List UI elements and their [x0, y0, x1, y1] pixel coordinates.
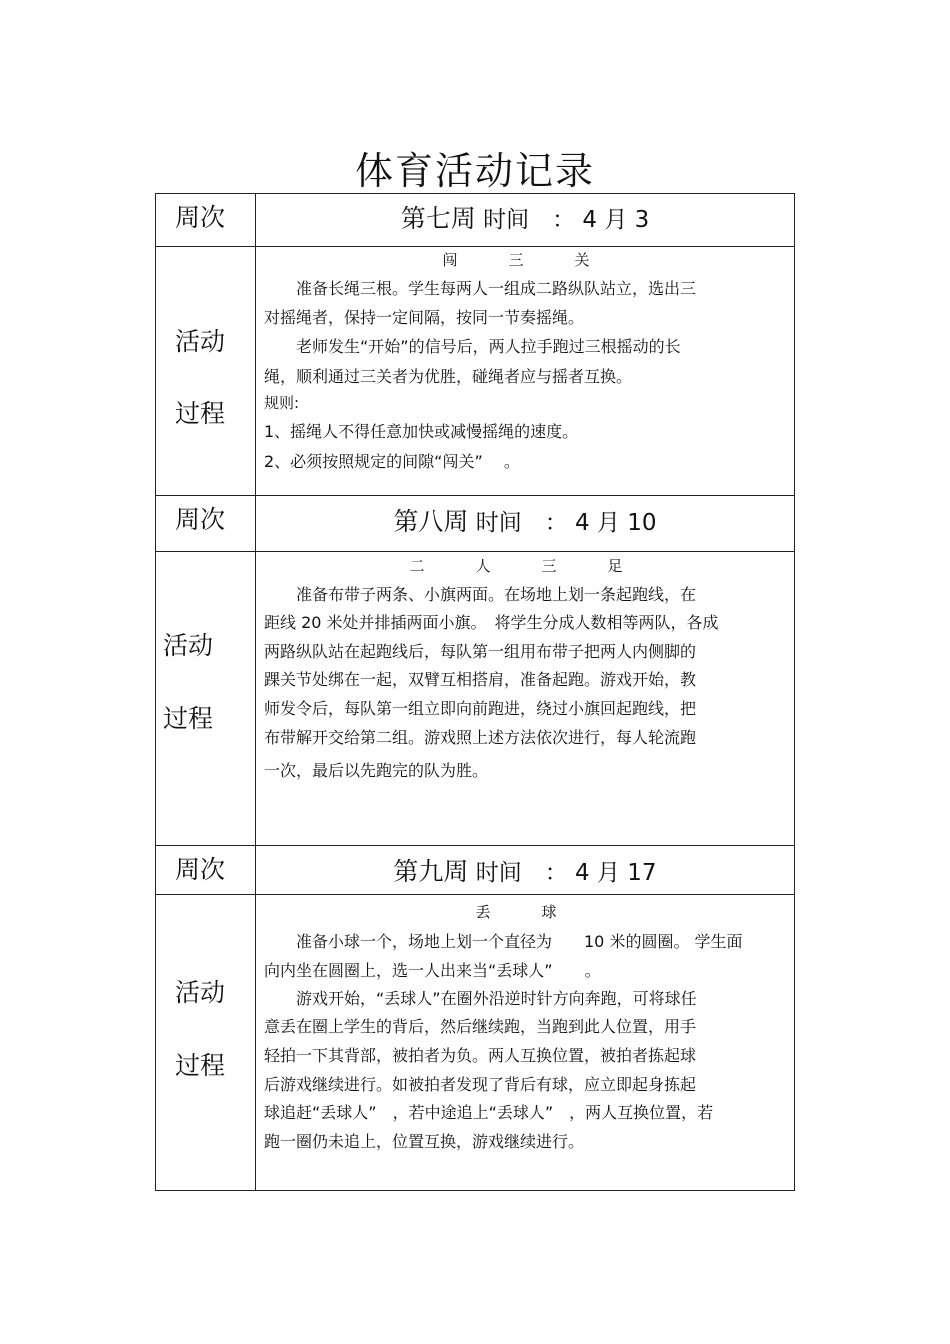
activity-line: 老师发生“开始”的信号后，两人拉手跑过三根摇动的长	[264, 337, 681, 356]
activity-title: 丢 球	[475, 903, 575, 921]
column-divider	[255, 193, 256, 1191]
activity-line: 2、必须按照规定的间隙“闯关” 。	[264, 452, 520, 471]
activity-line: 踝关节处绑在一起，双臂互相搭肩，准备起跑。游戏开始，教	[264, 670, 697, 689]
time-label: 时间 ：	[475, 510, 568, 536]
activity-label: 活动	[163, 631, 214, 660]
activity-line: 准备长绳三根。学生每两人一组成二路纵队站立，选出三	[264, 279, 697, 298]
activity-line: 绳，顺利通过三关者为优胜，碰绳者应与摇者互换。	[264, 367, 633, 386]
row-divider	[155, 894, 795, 895]
row-divider	[155, 246, 795, 247]
week-header	[256, 852, 794, 888]
process-label: 过程	[175, 399, 226, 428]
activity-line: 准备布带子两条、小旗两面。在场地上划一条起跑线，在	[264, 585, 697, 604]
activity-line: 准备小球一个，场地上划一个直径为 10 米的圆圈。 学生面	[264, 932, 743, 951]
week-name: 第九周	[393, 857, 469, 886]
week-header	[256, 502, 794, 538]
process-label: 过程	[163, 704, 214, 733]
week-date: 4 月 3	[582, 207, 650, 233]
week-date: 4 月 17	[575, 860, 657, 886]
activity-line: 规则:	[264, 394, 300, 412]
week-label: 周次	[175, 855, 226, 884]
activity-line: 意丢在圈上学生的背后，然后继续跑，当跑到此人位置，用手	[264, 1017, 697, 1036]
activity-line: 后游戏继续进行。如被拍者发现了背后有球，应立即起身拣起	[264, 1075, 697, 1094]
week-label: 周次	[175, 505, 226, 534]
process-label: 过程	[175, 1051, 226, 1080]
activity-line: 师发令后，每队第一组立即向前跑进，绕过小旗回起跑线，把	[264, 699, 697, 718]
row-divider	[155, 551, 795, 552]
page-title: 体育活动记录	[354, 149, 595, 193]
activity-line: 跑一圈仍未追上，位置互换，游戏继续进行。	[264, 1132, 585, 1151]
activity-line: 两路纵队站在起跑线后，每队第一组用布带子把两人内侧脚的	[264, 642, 697, 661]
activity-line: 球追赶“丢球人” ，若中途追上“丢球人” ，两人互换位置，若	[264, 1103, 714, 1122]
activity-line: 距线 20 米处并排插两面小旗。 将学生分成人数相等两队，各成	[264, 613, 719, 632]
row-divider	[155, 495, 795, 496]
activity-label: 活动	[175, 978, 226, 1007]
activity-line: 游戏开始，“丢球人”在圈外沿逆时针方向奔跑，可将球任	[264, 989, 697, 1008]
activity-line: 向内坐在圆圈上，选一人出来当“丢球人” 。	[264, 961, 601, 980]
week-name: 第七周	[400, 204, 476, 233]
activity-line: 1、摇绳人不得任意加快或减慢摇绳的速度。	[264, 422, 579, 441]
week-name: 第八周	[393, 507, 469, 536]
week-header	[256, 199, 794, 235]
activity-title: 二 人 三 足	[409, 557, 641, 575]
activity-line: 对摇绳者，保持一定间隔，按同一节奏摇绳。	[264, 308, 585, 327]
week-date: 4 月 10	[575, 510, 657, 536]
row-divider	[155, 845, 795, 846]
week-label: 周次	[175, 203, 226, 232]
time-label: 时间 ：	[483, 207, 576, 233]
activity-title: 闯 三 关	[442, 251, 608, 269]
activity-line: 轻拍一下其背部，被拍者为负。两人互换位置，被拍者拣起球	[264, 1046, 697, 1065]
activity-line: 布带解开交给第二组。游戏照上述方法依次进行，每人轮流跑	[264, 728, 697, 747]
activity-label: 活动	[175, 327, 226, 356]
time-label: 时间 ：	[475, 860, 568, 886]
activity-line: 一次，最后以先跑完的队为胜。	[264, 761, 489, 780]
